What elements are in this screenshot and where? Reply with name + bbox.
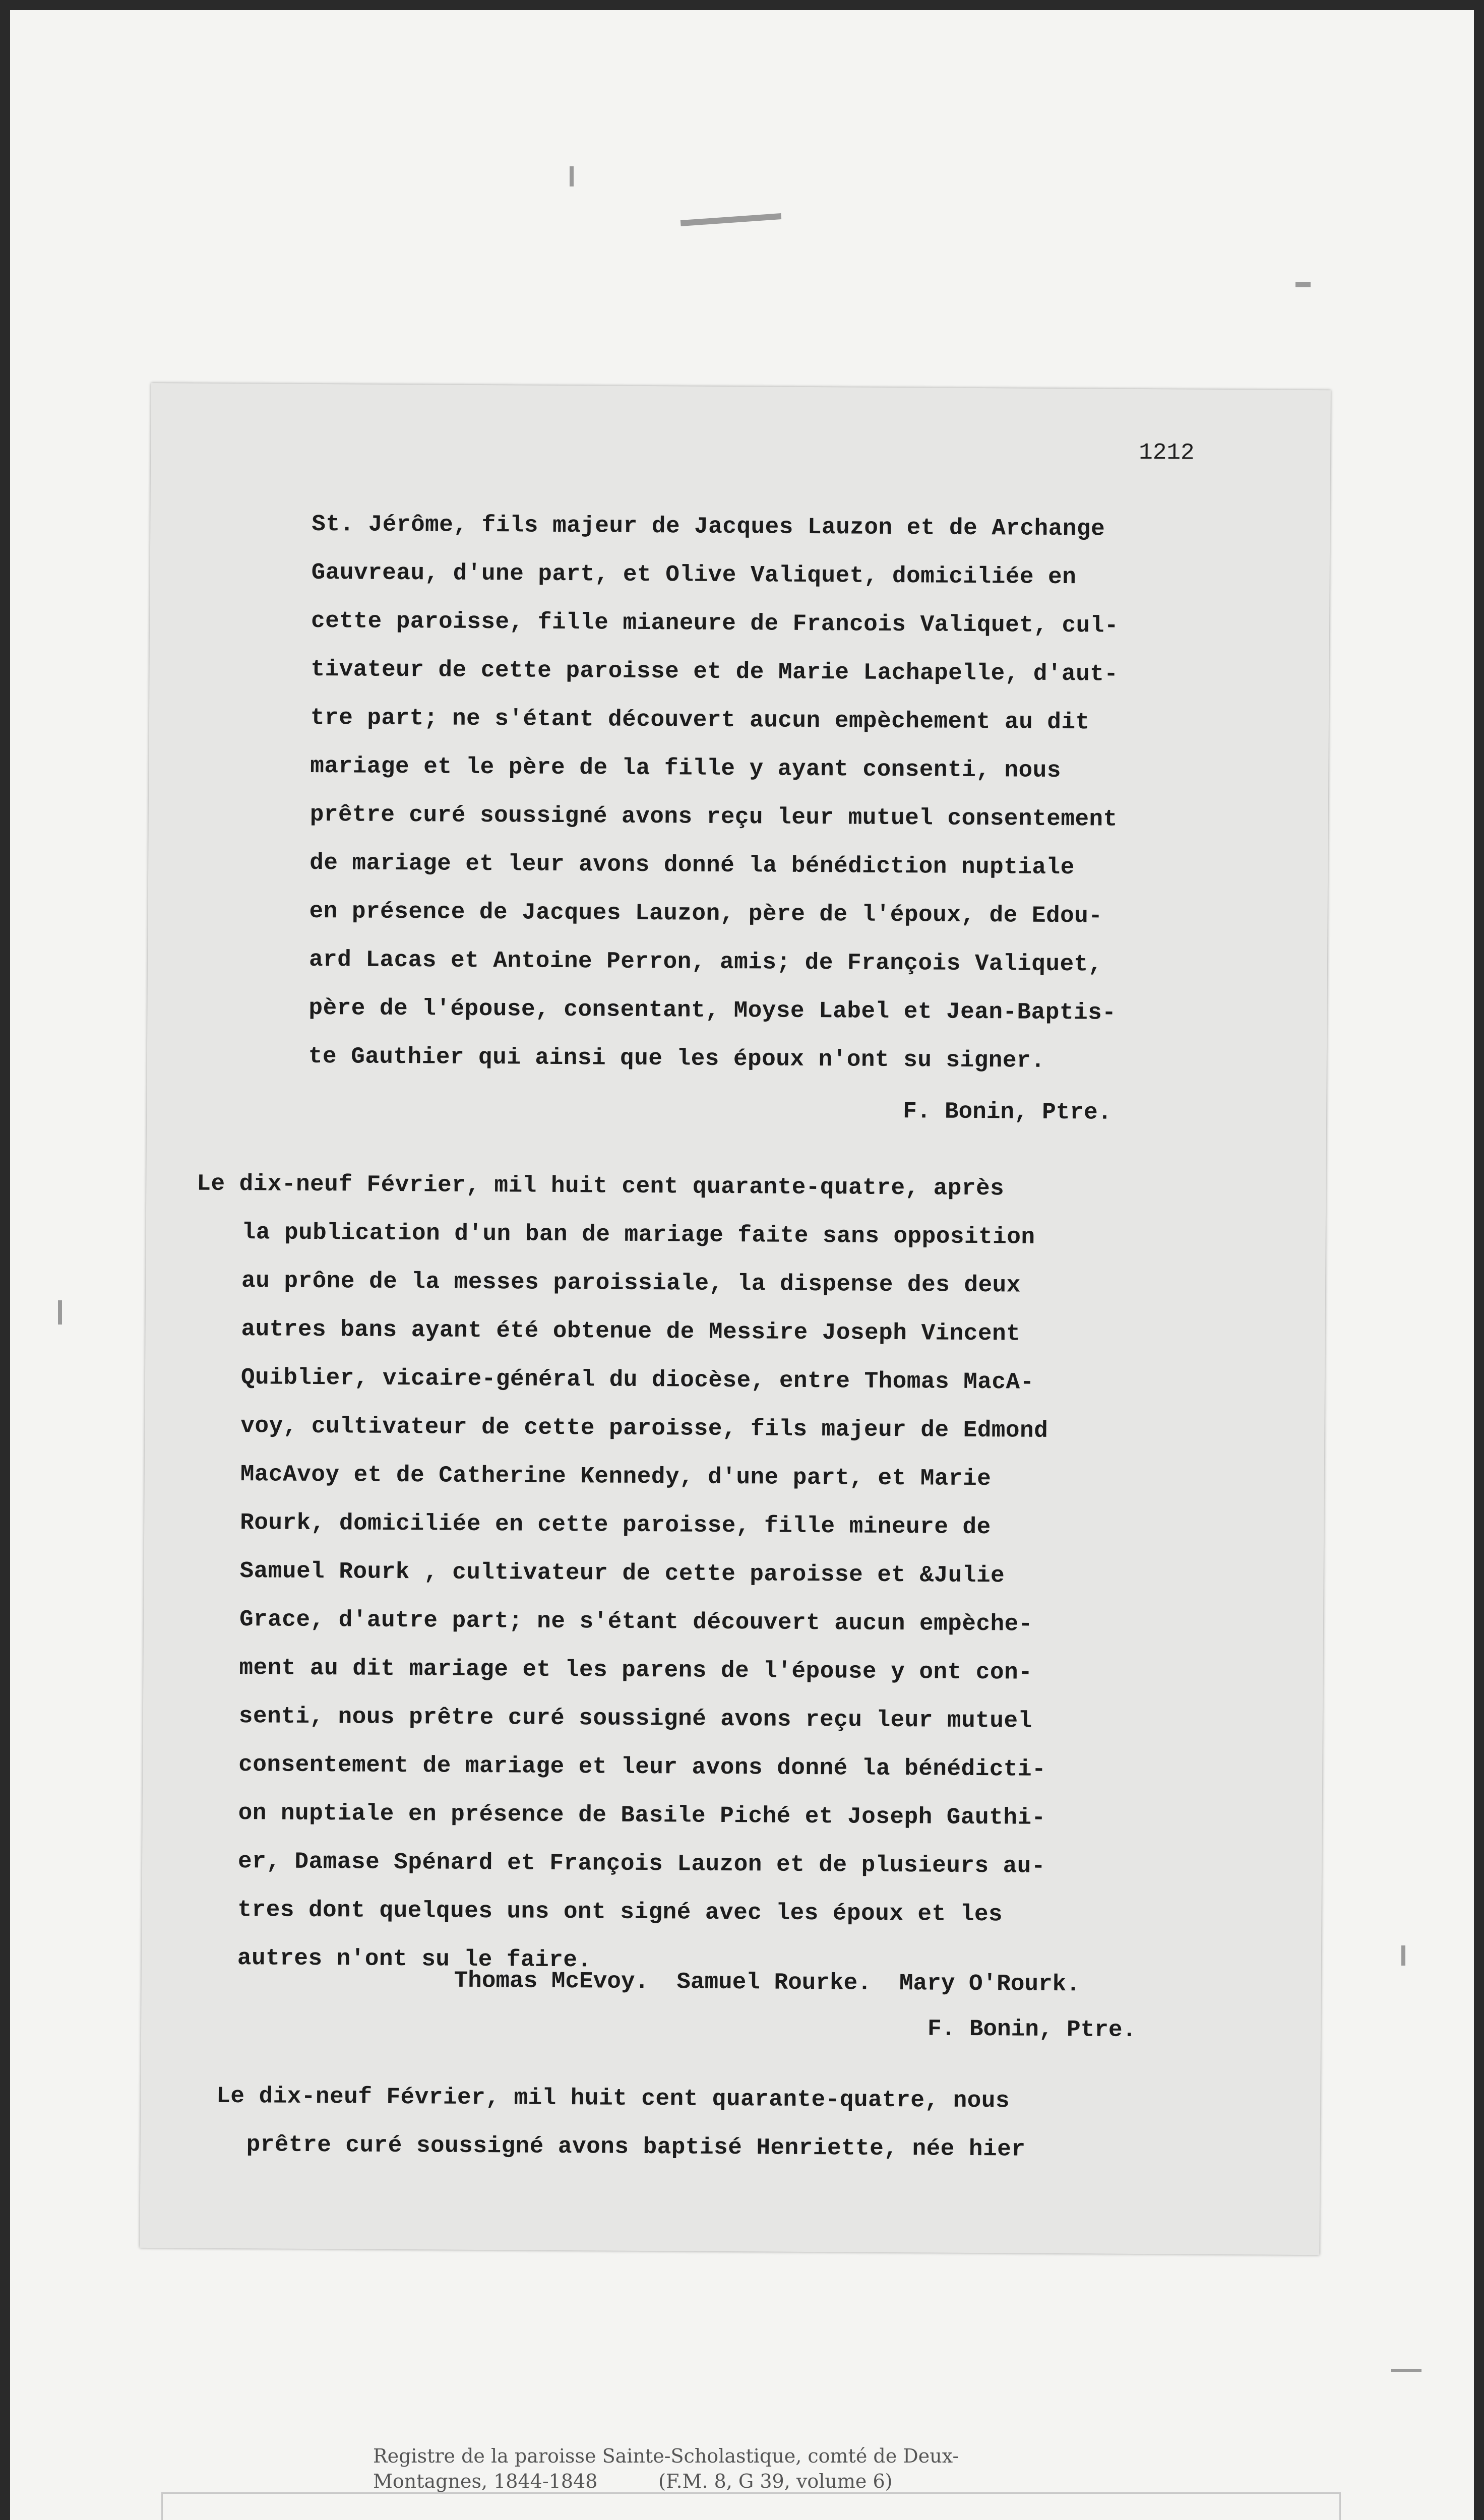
signatures-spouses: Thomas McEvoy. Samuel Rourke. Mary O'Rourk. bbox=[454, 1967, 1080, 1998]
text-line: Samuel Rourk , cultivateur de cette paroisse et &Julie bbox=[239, 1558, 1005, 1589]
archive-caption bbox=[373, 2443, 1129, 2494]
text-line: Le dix-neuf Février, mil huit cent quarante-quatre, nous bbox=[216, 2083, 1010, 2114]
paragraph-3 bbox=[216, 2073, 1411, 2176]
paragraph-1 bbox=[308, 500, 1421, 1087]
scan-mark bbox=[1391, 2369, 1421, 2372]
text-line: Gauvreau, d'une part, et Olive Valiquet, domiciliée en bbox=[311, 559, 1077, 591]
archives-stamp bbox=[161, 2492, 1341, 2520]
text-line: autres bans ayant été obtenue de Messire Joseph Vincent bbox=[241, 1316, 1021, 1347]
text-line: tre part; ne s'étant découvert aucun empèchement au dit bbox=[310, 704, 1090, 736]
text-line: ard Lacas et Antoine Perron, amis; de François Valiquet, bbox=[308, 946, 1103, 978]
text-line: Le dix-neuf Février, mil huit cent quarante-quatre, après bbox=[197, 1170, 1005, 1202]
text-line: Quiblier, vicaire-général du diocèse, entre Thomas MacA- bbox=[240, 1364, 1034, 1396]
page-number: 1212 bbox=[1139, 439, 1195, 466]
text-line: la publication d'un ban de mariage faite sans opposition bbox=[241, 1219, 1035, 1250]
caption-line: Registre de la paroisse Sainte-Scholastique, comté de Deux- bbox=[373, 2445, 959, 2467]
paragraph-2 bbox=[197, 1161, 1417, 1989]
text-line: MacAvoy et de Catherine Kennedy, d'une part, et Marie bbox=[240, 1461, 992, 1492]
text-line: en présence de Jacques Lauzon, père de l'époux, de Edou- bbox=[309, 898, 1103, 929]
signature-priest-2: F. Bonin, Ptre. bbox=[927, 2015, 1137, 2043]
text-line: prêtre curé soussigné avons baptisé Henriette, née hier bbox=[246, 2131, 1026, 2163]
text-line: Grace, d'autre part; ne s'étant découvert aucun empèche- bbox=[239, 1606, 1033, 1637]
signature-priest-1: F. Bonin, Ptre. bbox=[903, 1098, 1112, 1126]
text-line: prêtre curé soussigné avons reçu leur mutuel consentement bbox=[310, 801, 1118, 833]
text-line: senti, nous prêtre curé soussigné avons reçu leur mutuel bbox=[238, 1703, 1032, 1734]
scan-mark bbox=[1295, 282, 1311, 287]
text-line: er, Damase Spénard et François Lauzon et de plusieurs au- bbox=[237, 1848, 1046, 1879]
text-line: mariage et le père de la fille y ayant consenti, nous bbox=[310, 752, 1062, 784]
text-line: St. Jérôme, fils majeur de Jacques Lauzon et de Archange bbox=[312, 511, 1105, 542]
text-line: tivateur de cette paroisse et de Marie Lachapelle, d'aut- bbox=[311, 656, 1119, 687]
text-line: consentement de mariage et leur avons donné la bénédicti- bbox=[238, 1751, 1046, 1783]
document-sheet bbox=[140, 383, 1331, 2255]
text-line: au prône de la messes paroissiale, la dispense des deux bbox=[241, 1268, 1021, 1299]
text-line: Rourk, domiciliée en cette paroisse, fille mineure de bbox=[240, 1509, 991, 1541]
text-line: père de l'épouse, consentant, Moyse Label et Jean-Baptis- bbox=[308, 994, 1117, 1026]
caption-line: Montagnes, 1844-1848 (F.M. 8, G 39, volume 6) bbox=[373, 2470, 893, 2492]
text-line: cette paroisse, fille mianeure de Francois Valiquet, cul- bbox=[311, 607, 1119, 639]
text-line: on nuptiale en présence de Basile Piché et Joseph Gauthi- bbox=[238, 1800, 1046, 1831]
scan-mark bbox=[58, 1300, 62, 1325]
text-line: tres dont quelques uns ont signé avec les époux et les bbox=[237, 1897, 1003, 1928]
text-line: de mariage et leur avons donné la bénédiction nuptiale bbox=[310, 849, 1075, 881]
text-line: te Gauthier qui ainsi que les époux n'ont su signer. bbox=[308, 1043, 1045, 1074]
text-line: autres n'ont su le faire. bbox=[237, 1945, 592, 1974]
text-line: ment au dit mariage et les parens de l'épouse y ont con- bbox=[239, 1655, 1033, 1686]
scan-mark bbox=[570, 166, 574, 186]
text-line: voy, cultivateur de cette paroisse, fils majeur de Edmond bbox=[240, 1413, 1048, 1444]
